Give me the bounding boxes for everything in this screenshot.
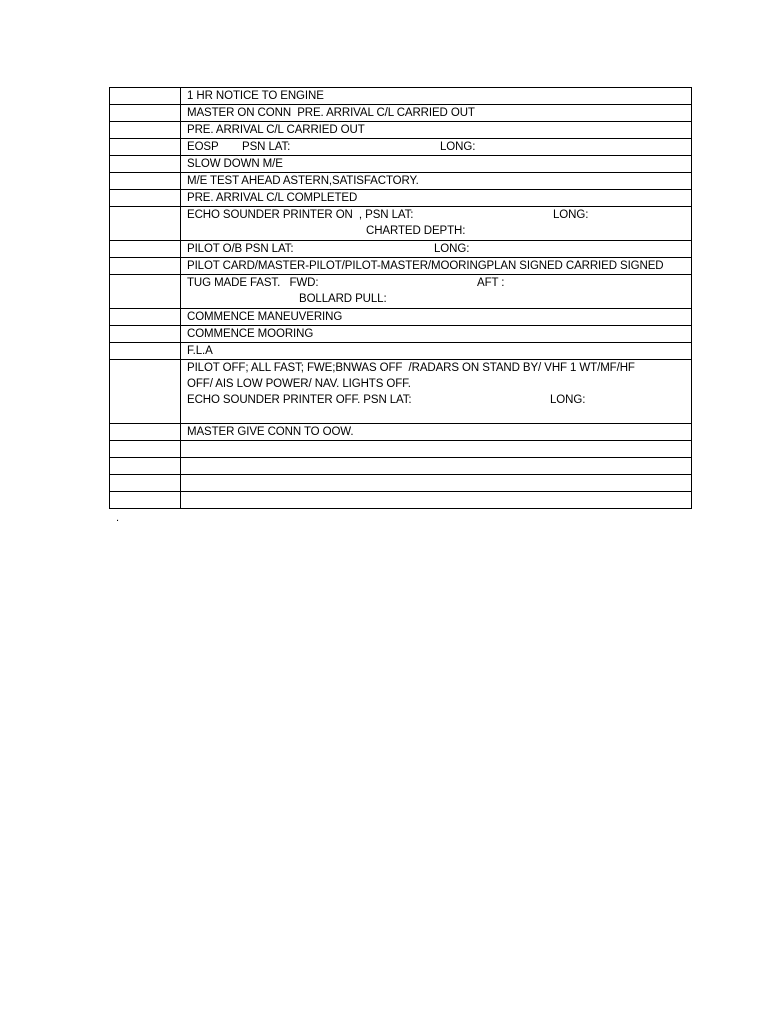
entry-text: ECHO SOUNDER PRINTER ON , PSN LAT: — [187, 209, 414, 221]
position-long-label: LONG: — [550, 394, 586, 406]
entry-cell — [181, 190, 692, 207]
entry-text: PILOT OFF; ALL FAST; FWE;BNWAS OFF /RADARS ON STAND BY/ VHF 1 WT/MF/HF — [187, 362, 635, 374]
entry-text: M/E TEST AHEAD ASTERN,SATISFACTORY. — [187, 175, 419, 187]
entry-cell — [181, 173, 692, 190]
entry-cell — [181, 441, 692, 458]
entry-text: PILOT O/B PSN LAT: — [187, 243, 294, 255]
time-cell — [110, 173, 181, 190]
time-cell — [110, 326, 181, 343]
time-cell — [110, 492, 181, 509]
entry-cell — [181, 492, 692, 509]
time-cell — [110, 360, 181, 424]
table-row — [110, 173, 692, 190]
entry-cell — [181, 207, 692, 241]
time-cell — [110, 105, 181, 122]
time-cell — [110, 122, 181, 139]
table-row — [110, 326, 692, 343]
charted-depth-label: CHARTED DEPTH: — [366, 225, 466, 237]
table-row — [110, 156, 692, 173]
entry-cell — [181, 275, 692, 309]
entry-text: F.L.A — [187, 345, 213, 357]
table-row — [110, 122, 692, 139]
position-long-label: LONG: — [440, 141, 476, 153]
entry-text: MASTER GIVE CONN TO OOW. — [187, 426, 354, 438]
position-long-label: LONG: — [434, 243, 470, 255]
entry-cell — [181, 258, 692, 275]
position-long-label: LONG: — [553, 209, 589, 221]
entry-cell — [181, 458, 692, 475]
table-row — [110, 207, 692, 241]
tug-aft-label: AFT : — [477, 277, 505, 289]
time-cell — [110, 441, 181, 458]
entry-text: OFF/ AIS LOW POWER/ NAV. LIGHTS OFF. — [187, 378, 411, 390]
entry-cell — [181, 309, 692, 326]
table-row — [110, 241, 692, 258]
entry-cell — [181, 88, 692, 105]
table-row — [110, 360, 692, 424]
entry-text: PILOT CARD/MASTER-PILOT/PILOT-MASTER/MOORINGPLAN SIGNED CARRIED SIGNED — [187, 260, 664, 272]
table-row — [110, 343, 692, 360]
time-cell — [110, 258, 181, 275]
table-row — [110, 309, 692, 326]
time-cell — [110, 475, 181, 492]
entry-text: PRE. ARRIVAL C/L CARRIED OUT — [187, 124, 365, 136]
entry-text: EOSP — [187, 141, 219, 153]
time-cell — [110, 458, 181, 475]
entry-cell — [181, 343, 692, 360]
entry-text: SLOW DOWN M/E — [187, 158, 283, 170]
position-lat-label: PSN LAT: — [242, 141, 291, 153]
entry-cell — [181, 326, 692, 343]
time-cell — [110, 139, 181, 156]
time-cell — [110, 275, 181, 309]
time-cell — [110, 424, 181, 441]
entry-text: COMMENCE MOORING — [187, 328, 314, 340]
table-row — [110, 275, 692, 309]
entry-text: MASTER ON CONN PRE. ARRIVAL C/L CARRIED OUT — [187, 107, 475, 119]
time-cell — [110, 343, 181, 360]
table-row — [110, 424, 692, 441]
arrival-checklist-table — [109, 87, 692, 509]
entry-cell — [181, 475, 692, 492]
entry-text: TUG MADE FAST. FWD: — [187, 277, 319, 289]
time-cell — [110, 309, 181, 326]
table-row — [110, 475, 692, 492]
entry-cell — [181, 424, 692, 441]
entry-cell — [181, 122, 692, 139]
bollard-pull-label: BOLLARD PULL: — [299, 293, 387, 305]
table-row — [110, 105, 692, 122]
table-row — [110, 139, 692, 156]
entry-cell — [181, 105, 692, 122]
entry-text: PRE. ARRIVAL C/L COMPLETED — [187, 192, 358, 204]
entry-text: COMMENCE MANEUVERING — [187, 311, 343, 323]
table-row — [110, 492, 692, 509]
table-row — [110, 88, 692, 105]
entry-text: ECHO SOUNDER PRINTER OFF. PSN LAT: — [187, 394, 412, 406]
time-cell — [110, 207, 181, 241]
table-row — [110, 258, 692, 275]
time-cell — [110, 241, 181, 258]
table-row — [110, 458, 692, 475]
entry-cell — [181, 139, 692, 156]
table-row — [110, 190, 692, 207]
entry-text: 1 HR NOTICE TO ENGINE — [187, 90, 324, 102]
entry-cell — [181, 156, 692, 173]
table-row — [110, 441, 692, 458]
footnote-dot: . — [116, 512, 120, 524]
entry-cell — [181, 360, 692, 424]
time-cell — [110, 190, 181, 207]
entry-cell — [181, 241, 692, 258]
time-cell — [110, 156, 181, 173]
time-cell — [110, 88, 181, 105]
